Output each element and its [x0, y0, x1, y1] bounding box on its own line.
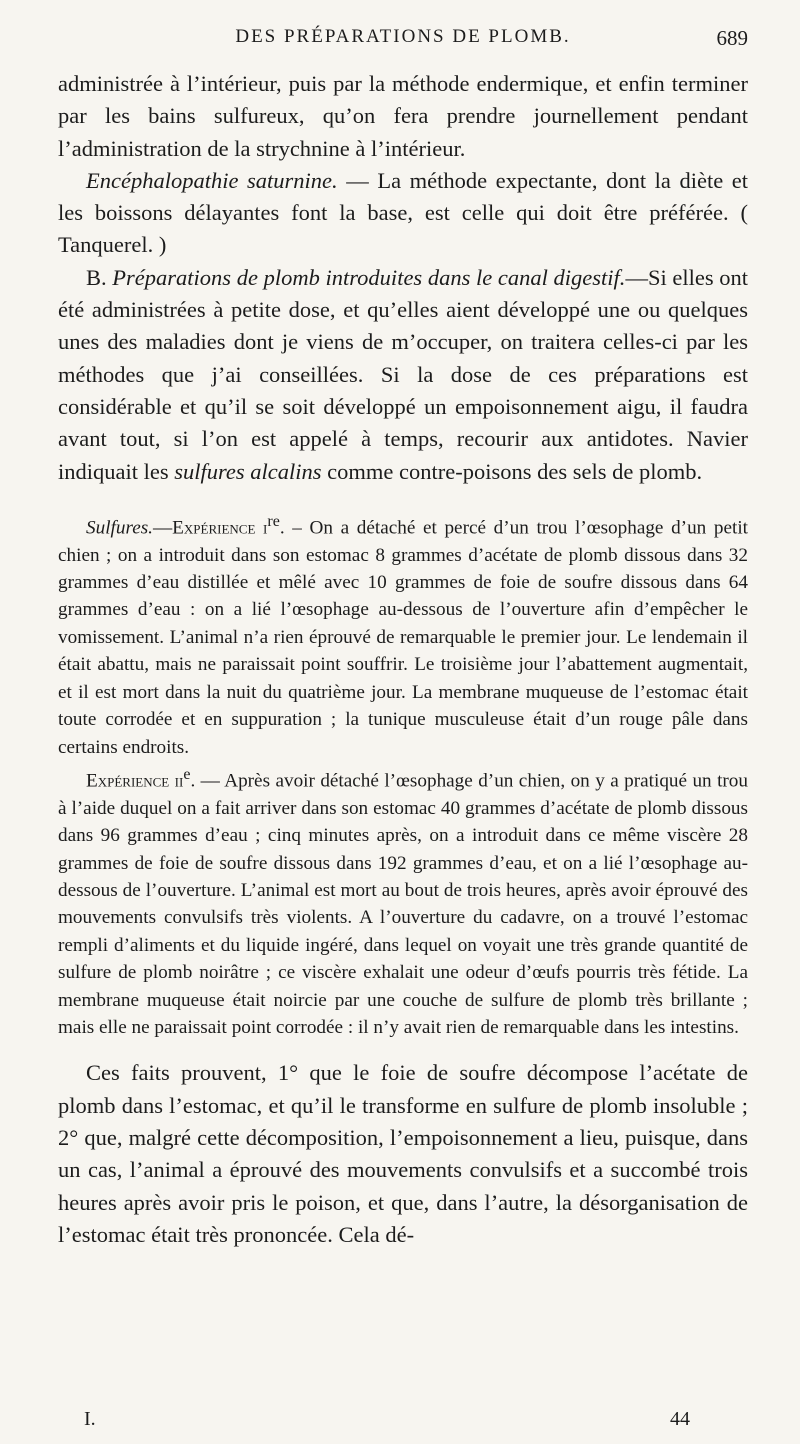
signature-mark-volume: I.: [84, 1408, 96, 1430]
running-header: [58, 26, 748, 68]
experiment-label: Expérience: [86, 770, 170, 792]
running-title: DES PRÉPARATIONS DE PLOMB.: [235, 26, 571, 47]
emphasis-text: sulfures alcalins: [174, 458, 322, 484]
experiment-ordinal-suffix: re: [267, 512, 280, 530]
paragraph-text: . – On a détaché et percé d’un trou l’œsophage d’un petit chien ; on a introduit dans son estomac 8 grammes d’acétate de plomb dissous dans 32 grammes d’eau distillée et mêlé avec 10 grammes de foie de soufre dissous dans 64 grammes d’eau : on a lié l’œsophage au-dessous de l’ouverture afin d’empêcher le vomissement. L’animal n’a rien éprouvé de remarquable le premier jour. Le lendemain il était abattu, mais ne paraissait point souffrir. Le troisième jour l’abattement augmentait, et il est mort dans la nuit du quatrième jour. La membrane muqueuse de l’estomac était toute corrodée et en suppuration ; la tunique musculeuse était d’un rouge pâle dans certains endroits.: [58, 517, 748, 758]
paragraph-experience-1: [58, 508, 748, 761]
paragraph-text: administrée à l’intérieur, puis par la méthode endermique, et enfin terminer par les bains sulfureux, qu’on fera prendre journellement pendant l’administration de la strychnine à l’intérieur.: [58, 71, 748, 161]
experiment-ordinal-suffix: e: [183, 765, 191, 783]
paragraph-text: —Si elles ont été administrées à petite dose, et qu’elles aient développé une ou quelques unes des maladies dont je viens de m’occuper, on traitera celles-ci par les méthodes que j’ai conseillées. Si la dose de ces préparations est considérable et qu’il se soit développé un empoisonnement aigu, il faudra avant tout, si l’on est appelé à temps, recourir aux antidotes. Navier indiquait les: [58, 264, 749, 484]
paragraph-experience-2: [58, 761, 748, 1041]
experiment-ordinal: i: [255, 517, 268, 539]
page-footer: [84, 1408, 690, 1436]
paragraph-continuation: [58, 68, 748, 165]
paragraph-encephalopathie: [58, 165, 748, 262]
section-label: B.: [86, 264, 113, 290]
page-number: 689: [716, 26, 748, 50]
paragraph-text: . — Après avoir détaché l’œsophage d’un chien, on y a pratiqué un trou à l’aide duquel on a fait arriver dans son estomac 40 grammes d’acétate de plomb dissous dans 96 grammes d’eau ; cinq minutes après, on a introduit dans ce même viscère 28 grammes de foie de soufre dissous dans 192 grammes d’eau, et on a lié l’œsophage au-dessous de l’ouverture. L’animal est mort au bout de trois heures, après avoir éprouvé des mouvements convulsifs très violents. A l’ouverture du cadavre, on a trouvé l’estomac rempli d’aliments et du liquide ingéré, dans lequel on voyait une très grande quantité de sulfure de plomb noirâtre ; ce viscère exhalait une odeur d’œufs pourris très fétide. La membrane muqueuse était noircie par une couche de sulfure de plomb très brillante ; mais elle ne paraissait point corrodée : il n’y avait rien de remarquable dans les intestins.: [58, 770, 748, 1038]
paragraph-text: — La méthode expectante, dont la diète et les boissons délayantes font la base, est celle qui doit être préférée. ( Tanquerel. ): [58, 167, 749, 258]
paragraph-preparations-digestif: [58, 262, 748, 488]
signature-mark-number: 44: [670, 1408, 690, 1430]
experiment-label: —Expérience: [152, 517, 256, 539]
paragraph-text: Ces faits prouvent, 1° que le foie de soufre décompose l’acétate de plomb dans l’estomac, et qu’il le transforme en sulfure de plomb insoluble ; 2° que, malgré cette décomposition, l’empoisonnement a lieu, puisque, dans un cas, l’animal a éprouvé des mouvements convulsifs et a succombé trois heures après avoir pris le poison, et que, dans l’autre, la désorganisation de l’estomac était très prononcée. Cela dé-: [58, 1060, 748, 1247]
section-title: Préparations de plomb introduites dans le canal digestif.: [112, 264, 626, 290]
section-title: Encéphalopathie saturnine.: [86, 167, 338, 193]
experiment-ordinal: ii: [169, 770, 184, 792]
paragraph-text: comme contre-poisons des sels de plomb.: [321, 458, 703, 484]
paragraph-conclusion: [58, 1057, 748, 1251]
section-title: Sulfures.: [86, 517, 153, 539]
